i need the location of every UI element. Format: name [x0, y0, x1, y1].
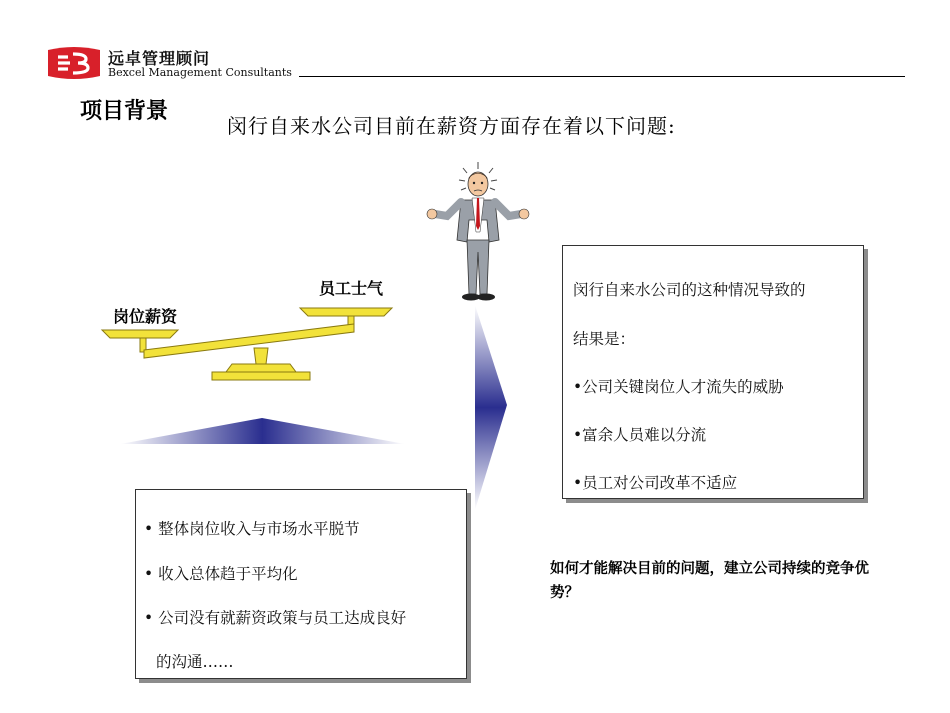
- consequence-intro-cont: 结果是：: [573, 330, 636, 348]
- key-question: 如何才能解决目前的问题，建立公司持续的竞争优势？: [550, 561, 869, 601]
- slide-subtitle: 闵行自来水公司目前在薪资方面存在着以下问题:: [227, 114, 676, 138]
- section-title: 项目背景: [80, 99, 169, 124]
- company-name-en: Bexcel Management Consultants: [108, 66, 292, 79]
- scale-right-label: 员工士气: [319, 279, 384, 298]
- consequence-item: •员工对公司改革不适应: [573, 474, 738, 492]
- company-name-cn: 远卓管理顾问: [108, 49, 211, 68]
- consequence-intro: 闵行自来水公司的这种情况导致的: [573, 281, 806, 299]
- gradient-arrow-decoration: [465, 305, 510, 515]
- scale-left-label: 岗位薪资: [113, 307, 178, 326]
- consequences-box: [562, 245, 864, 499]
- issue-item: • 收入总体趋于平均化: [144, 565, 298, 583]
- issue-item-continued: 的沟通……: [156, 653, 234, 671]
- company-logo-icon: [46, 46, 102, 80]
- confused-businessman-icon: [425, 160, 531, 304]
- issue-item: • 公司没有就薪资政策与员工达成良好: [144, 609, 407, 627]
- header-divider: [299, 76, 905, 77]
- consequence-item: •公司关键岗位人才流失的威胁: [573, 378, 784, 396]
- consequence-item: •富余人员难以分流: [573, 426, 707, 444]
- current-issues-box: [135, 489, 467, 679]
- issue-item: • 整体岗位收入与市场水平脱节: [144, 520, 360, 538]
- gradient-triangle-decoration: [120, 418, 405, 444]
